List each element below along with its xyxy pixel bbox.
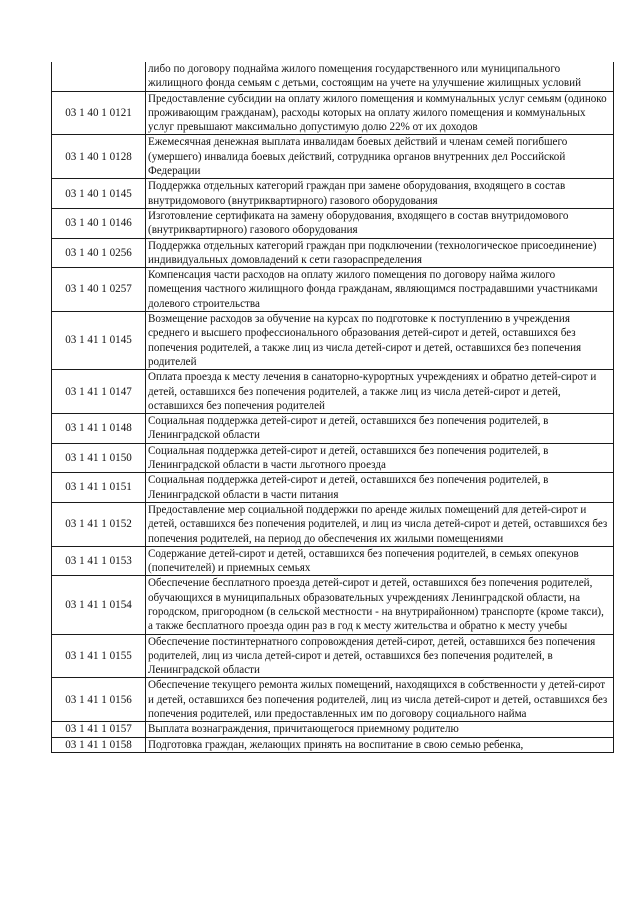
code-cell: 03 1 41 1 0145 — [52, 312, 146, 370]
description-cell: Предоставление мер социальной поддержки по аренде жилых помещений для детей-сирот и детей, оставшихся без попечения родителей, и лиц из числа детей-сирот и детей, оставшихся без попечения родителей, на период до обеспечения их жилыми помещениями — [146, 502, 614, 546]
code-cell: 03 1 41 1 0156 — [52, 678, 146, 722]
code-cell: 03 1 41 1 0147 — [52, 370, 146, 414]
description-cell: Подготовка граждан, желающих принять на воспитание в свою семью ребенка, — [146, 737, 614, 752]
description-cell: Предоставление субсидии на оплату жилого помещения и коммунальных услуг семьям (одиноко проживающим гражданам), расходы которых на оплату жилого помещения и коммунальных услуг превышают максимально допустимую долю 22% от их доходов — [146, 91, 614, 135]
description-cell: Обеспечение бесплатного проезда детей-сирот и детей, оставшихся без попечения родителей, обучающихся в муниципальных образовательных учреждениях Ленинградской области, на городском, пригородном (в сельской местности - на внутрирайонном) транспорте (кроме такси), а также бесплатного проезда один раз в год к месту жительства и обратно к месту учебы — [146, 576, 614, 634]
table-row — [52, 238, 614, 268]
description-cell: либо по договору поднайма жилого помещения государственного или муниципального жилищного фонда семьям с детьми, состоящим на учете на улучшение жилищных условий — [146, 62, 614, 91]
table-row — [52, 62, 614, 91]
table-row — [52, 370, 614, 414]
table-row — [52, 678, 614, 722]
table-row — [52, 546, 614, 576]
description-cell: Социальная поддержка детей-сирот и детей, оставшихся без попечения родителей, в Ленинградской области — [146, 414, 614, 444]
description-cell: Поддержка отдельных категорий граждан при подключении (технологическое присоединение) индивидуальных домовладений к сети газораспределения — [146, 238, 614, 268]
description-cell: Выплата вознаграждения, причитающегося приемному родителю — [146, 722, 614, 737]
table-row — [52, 414, 614, 444]
description-cell: Ежемесячная денежная выплата инвалидам боевых действий и членам семей погибшего (умершего) инвалида боевых действий, сотрудника органов внутренних дел Российской Федерации — [146, 135, 614, 179]
code-cell: 03 1 40 1 0146 — [52, 208, 146, 238]
table-row — [52, 634, 614, 678]
table-row — [52, 576, 614, 634]
description-cell: Социальная поддержка детей-сирот и детей, оставшихся без попечения родителей, в Ленинградской области в части льготного проезда — [146, 443, 614, 473]
code-cell: 03 1 41 1 0150 — [52, 443, 146, 473]
description-cell: Изготовление сертификата на замену оборудования, входящего в состав внутридомового (внутриквартирного) газового оборудования — [146, 208, 614, 238]
description-cell: Поддержка отдельных категорий граждан при замене оборудования, входящего в состав внутридомового (внутриквартирного) газового оборудования — [146, 179, 614, 209]
code-cell: 03 1 40 1 0128 — [52, 135, 146, 179]
code-cell: 03 1 40 1 0257 — [52, 268, 146, 312]
code-cell: 03 1 41 1 0154 — [52, 576, 146, 634]
code-cell — [52, 62, 146, 91]
description-cell: Социальная поддержка детей-сирот и детей, оставшихся без попечения родителей, в Ленинградской области в части питания — [146, 473, 614, 503]
code-cell: 03 1 41 1 0158 — [52, 737, 146, 752]
table-row — [52, 91, 614, 135]
description-cell: Обеспечение постинтернатного сопровождения детей-сирот, детей, оставшихся без попечения родителей, лиц из числа детей-сирот и детей, оставшихся без попечения родителей, в Ленинградской области — [146, 634, 614, 678]
table-row — [52, 737, 614, 752]
code-cell: 03 1 41 1 0155 — [52, 634, 146, 678]
document-page — [51, 62, 613, 753]
code-cell: 03 1 40 1 0145 — [52, 179, 146, 209]
code-cell: 03 1 40 1 0121 — [52, 91, 146, 135]
table-row — [52, 208, 614, 238]
table-row — [52, 268, 614, 312]
description-cell: Компенсация части расходов на оплату жилого помещения по договору найма жилого помещения частного жилищного фонда гражданам, являющимся пострадавшими участниками долевого строительства — [146, 268, 614, 312]
table-row — [52, 312, 614, 370]
table-row — [52, 473, 614, 503]
table-row — [52, 135, 614, 179]
description-cell: Возмещение расходов за обучение на курсах по подготовке к поступлению в учреждения среднего и высшего профессионального образования детей-сирот и детей, оставшихся без попечения родителей, а также лиц из числа детей-сирот и детей, оставшихся без попечения родителей — [146, 312, 614, 370]
code-cell: 03 1 41 1 0151 — [52, 473, 146, 503]
code-cell: 03 1 41 1 0152 — [52, 502, 146, 546]
code-cell: 03 1 41 1 0148 — [52, 414, 146, 444]
table-row — [52, 722, 614, 737]
description-cell: Обеспечение текущего ремонта жилых помещений, находящихся в собственности у детей-сирот и детей, оставшихся без попечения родителей, лиц из числа детей-сирот и детей, оставшихся без попечения родителей, или предоставленных им по договору социального найма — [146, 678, 614, 722]
table-row — [52, 179, 614, 209]
table-row — [52, 502, 614, 546]
description-cell: Содержание детей-сирот и детей, оставшихся без попечения родителей, в семьях опекунов (попечителей) и приемных семьях — [146, 546, 614, 576]
code-cell: 03 1 41 1 0157 — [52, 722, 146, 737]
budget-classification-table — [51, 62, 614, 753]
table-row — [52, 443, 614, 473]
description-cell: Оплата проезда к месту лечения в санаторно-курортных учреждениях и обратно детей-сирот и детей, оставшихся без попечения родителей, а также лиц из числа детей-сирот и детей, оставшихся без попечения родителей — [146, 370, 614, 414]
code-cell: 03 1 40 1 0256 — [52, 238, 146, 268]
code-cell: 03 1 41 1 0153 — [52, 546, 146, 576]
